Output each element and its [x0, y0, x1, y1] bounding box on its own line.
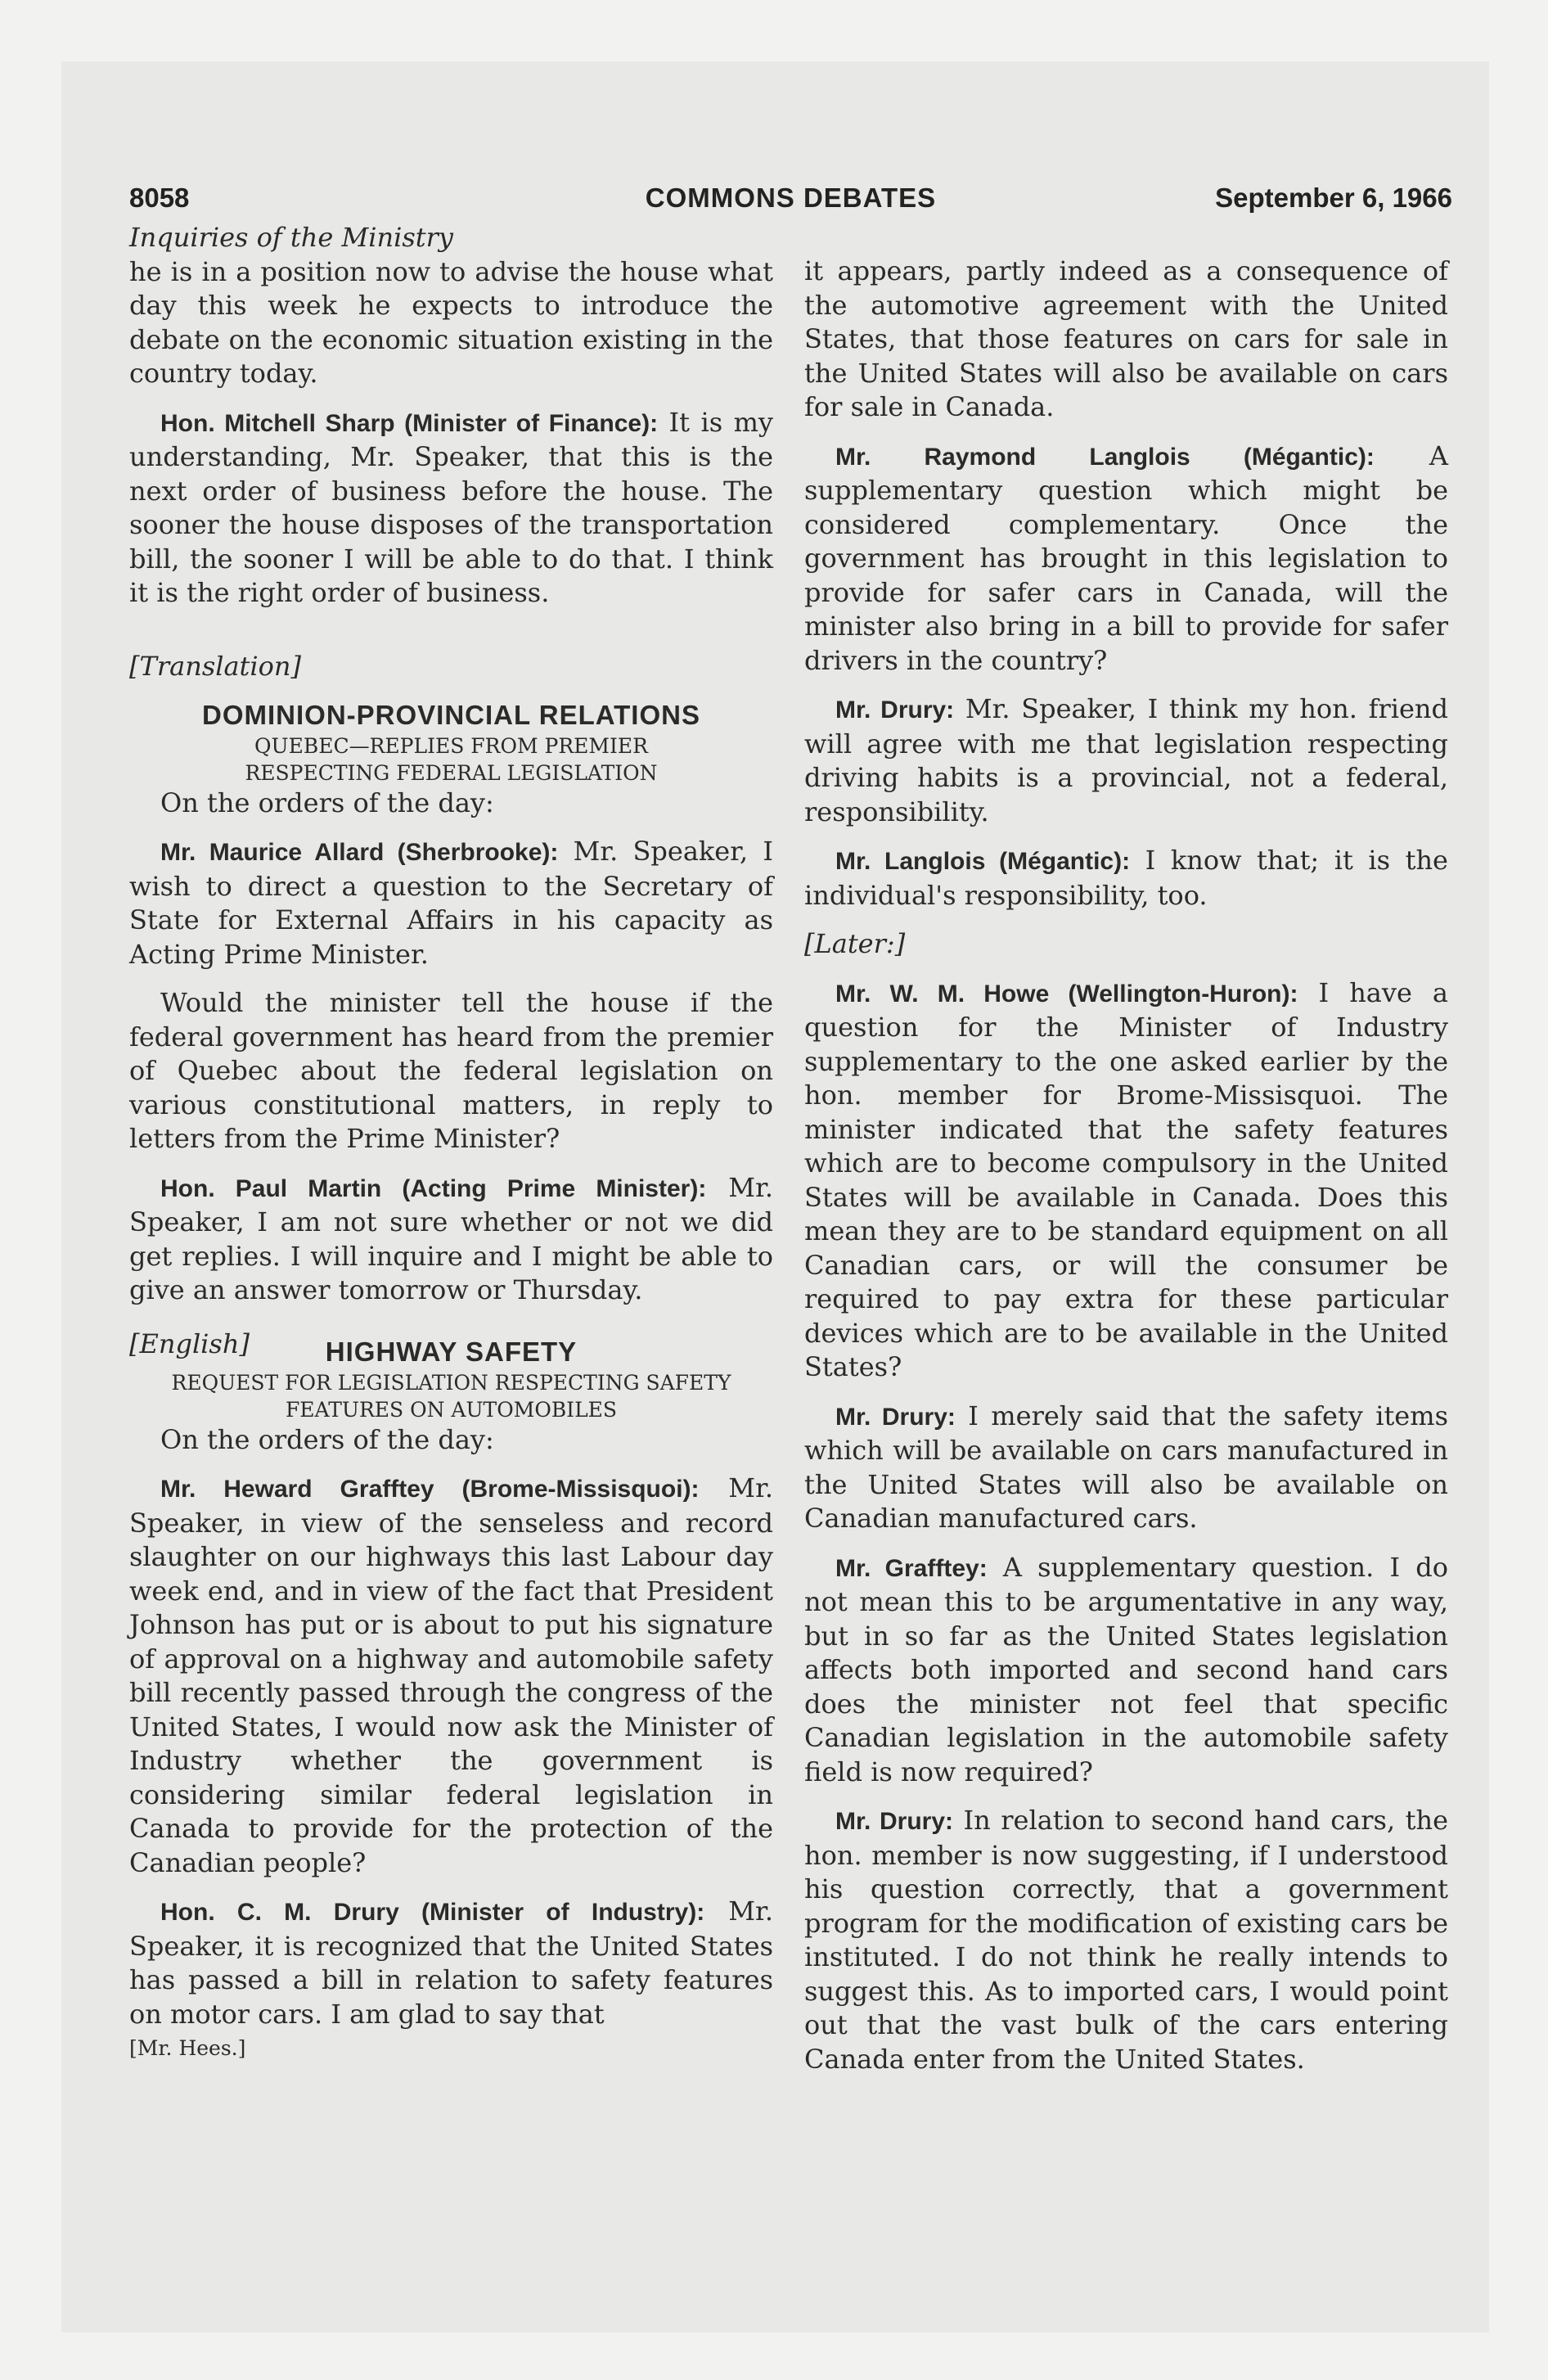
paragraph: it appears, partly indeed as a consequence of the automotive agreement with the United States, that those features on cars for sale in the United States will also be available on cars for sale in Canada.	[804, 255, 1448, 422]
paragraph	[804, 1400, 1448, 1536]
paragraph	[804, 844, 1448, 913]
speaker-name: Mr. Maurice Allard (Sherbrooke):	[160, 839, 559, 866]
speaker-name: Hon. Mitchell Sharp (Minister of Finance):	[160, 409, 659, 437]
paragraph	[804, 1551, 1448, 1790]
speaker-name: Mr. Heward Grafftey (Brome-Missisquoi):	[160, 1476, 700, 1503]
speaker-name: Hon. Paul Martin (Acting Prime Minister):	[160, 1174, 707, 1202]
paragraph: he is in a position now to advise the house what day this week he expects to introduce the debate on the economic situation existing in the country today.	[129, 255, 773, 389]
speech-text: In relation to second hand cars, the hon. member is now suggesting, if I understood his question correctly, that a government program for the modification of existing cars be instituted. I do not think he really intends to suggest this. As to imported cars, I would point out that the vast bulk of the cars entering Canada enter from the United States.	[804, 1805, 1449, 2075]
page-number: 8058	[129, 183, 190, 213]
speaker-name: Mr. Drury:	[835, 1403, 956, 1431]
speech-text: Mr. Speaker, I think my hon. friend will agree with me that legislation respecting driving habits is a provincial, not a federal, responsibility.	[804, 693, 1449, 827]
speech-text: A supplementary question which might be considered complementary. Once the government has brought in this legislation to provide for safer cars in Canada, will the minister also bring in a bill to provide for safer drivers in the country?	[804, 439, 1448, 676]
publication-title: COMMONS DEBATES	[645, 183, 937, 213]
running-head: Inquiries of the Ministry	[129, 222, 453, 253]
paragraph	[129, 835, 773, 971]
language-tag: [Later:]	[804, 928, 906, 959]
footer-note: [Mr. Hees.]	[129, 2036, 246, 2060]
paragraph	[804, 976, 1448, 1385]
orders-of-the-day: On the orders of the day:	[160, 787, 494, 818]
paragraph	[129, 406, 773, 611]
right-column	[804, 221, 1448, 2091]
paragraph: Would the minister tell the house if the federal government has heard from the premier of Quebec about the federal legislation on various constitutional matters, in reply to letters from the Prime Minister?	[129, 987, 773, 1154]
paragraph	[129, 1171, 773, 1308]
speech-text: Mr. Speaker, I am not sure whether or not we did get replies. I will inquire and I might be able to give an answer tomorrow or Thursday.	[129, 1171, 774, 1305]
speaker-name: Mr. W. M. Howe (Wellington-Huron):	[835, 980, 1298, 1007]
paragraph	[129, 1895, 773, 2031]
speech-text: Mr. Speaker, in view of the senseless and record slaughter on our highways this last Labour day week end, and in view of the fact that President Johnson has put or is about to put his signature of approval on a highway and automobile safety bill recently passed through the congress of the United States, I would now ask the Minister of Industry whether the government is considering similar federal legislation in Canada to provide for the protection of the Canadian people?	[129, 1472, 774, 1878]
speech-text: Mr. Speaker, it is recognized that the United States has passed a bill in relation to safety features on motor cars. I am glad to say that	[129, 1895, 773, 2030]
language-tag: [Translation]	[129, 650, 301, 682]
section-subheading: REQUEST FOR LEGISLATION RESPECTING SAFETY FEATURES ON AUTOMOBILES	[171, 1370, 731, 1422]
language-tag: [English]	[129, 1327, 250, 1359]
speech-text: A supplementary question. I do not mean this to be argumentative in any way, but in so far as the United States legislation affects both imported and second hand cars does the minister not feel that specific Canadian legislation in the automobile safety field is now required?	[804, 1551, 1448, 1787]
section-heading: HIGHWAY SAFETY	[325, 1336, 578, 1367]
speech-text: I merely said that the safety items which will be available on cars manufactured in the United States will also be available on Canadian manufactured cars.	[804, 1400, 1449, 1534]
speaker-name: Mr. Drury:	[835, 1808, 954, 1835]
section-heading: DOMINION-PROVINCIAL RELATIONS	[202, 700, 700, 730]
paragraph	[804, 1804, 1448, 2076]
left-column	[129, 221, 773, 2066]
speech-text: It is my understanding, Mr. Speaker, that this is the next order of business before the house. The sooner the house disposes of the transportation bill, the sooner I will be able to do that. I think it is the right order of business.	[129, 406, 774, 608]
paragraph	[804, 439, 1448, 678]
orders-of-the-day: On the orders of the day:	[160, 1423, 494, 1455]
paragraph	[129, 1472, 773, 1880]
speaker-name: Mr. Raymond Langlois (Mégantic):	[835, 443, 1375, 471]
speech-text: Mr. Speaker, I wish to direct a question to the Secretary of State for External Affairs in his capacity as Acting Prime Minister.	[129, 836, 773, 970]
publication-date: September 6, 1966	[1215, 183, 1452, 213]
speech-text: I know that; it is the individual's responsibility, too.	[804, 845, 1448, 911]
speech-text: I have a question for the Minister of Industry supplementary to the one asked earlier by the hon. member for Brome-Missisquoi. The minister indicated that the safety features which are to become compulsory in the United States will be available in Canada. Does this mean they are to be standard equipment on all Canadian cars, or will the consumer be required to pay extra for these particular devices which are to be available in the United States?	[804, 976, 1448, 1382]
speaker-name: Hon. C. M. Drury (Minister of Industry):	[160, 1899, 705, 1926]
section-subheading: QUEBEC—REPLIES FROM PREMIER RESPECTING FEDERAL LEGISLATION	[245, 733, 658, 785]
page-header	[129, 183, 1452, 215]
paragraph	[804, 692, 1448, 829]
speaker-name: Mr. Drury:	[835, 696, 955, 723]
speaker-name: Mr. Grafftey:	[835, 1554, 988, 1582]
speaker-name: Mr. Langlois (Mégantic):	[835, 848, 1131, 875]
